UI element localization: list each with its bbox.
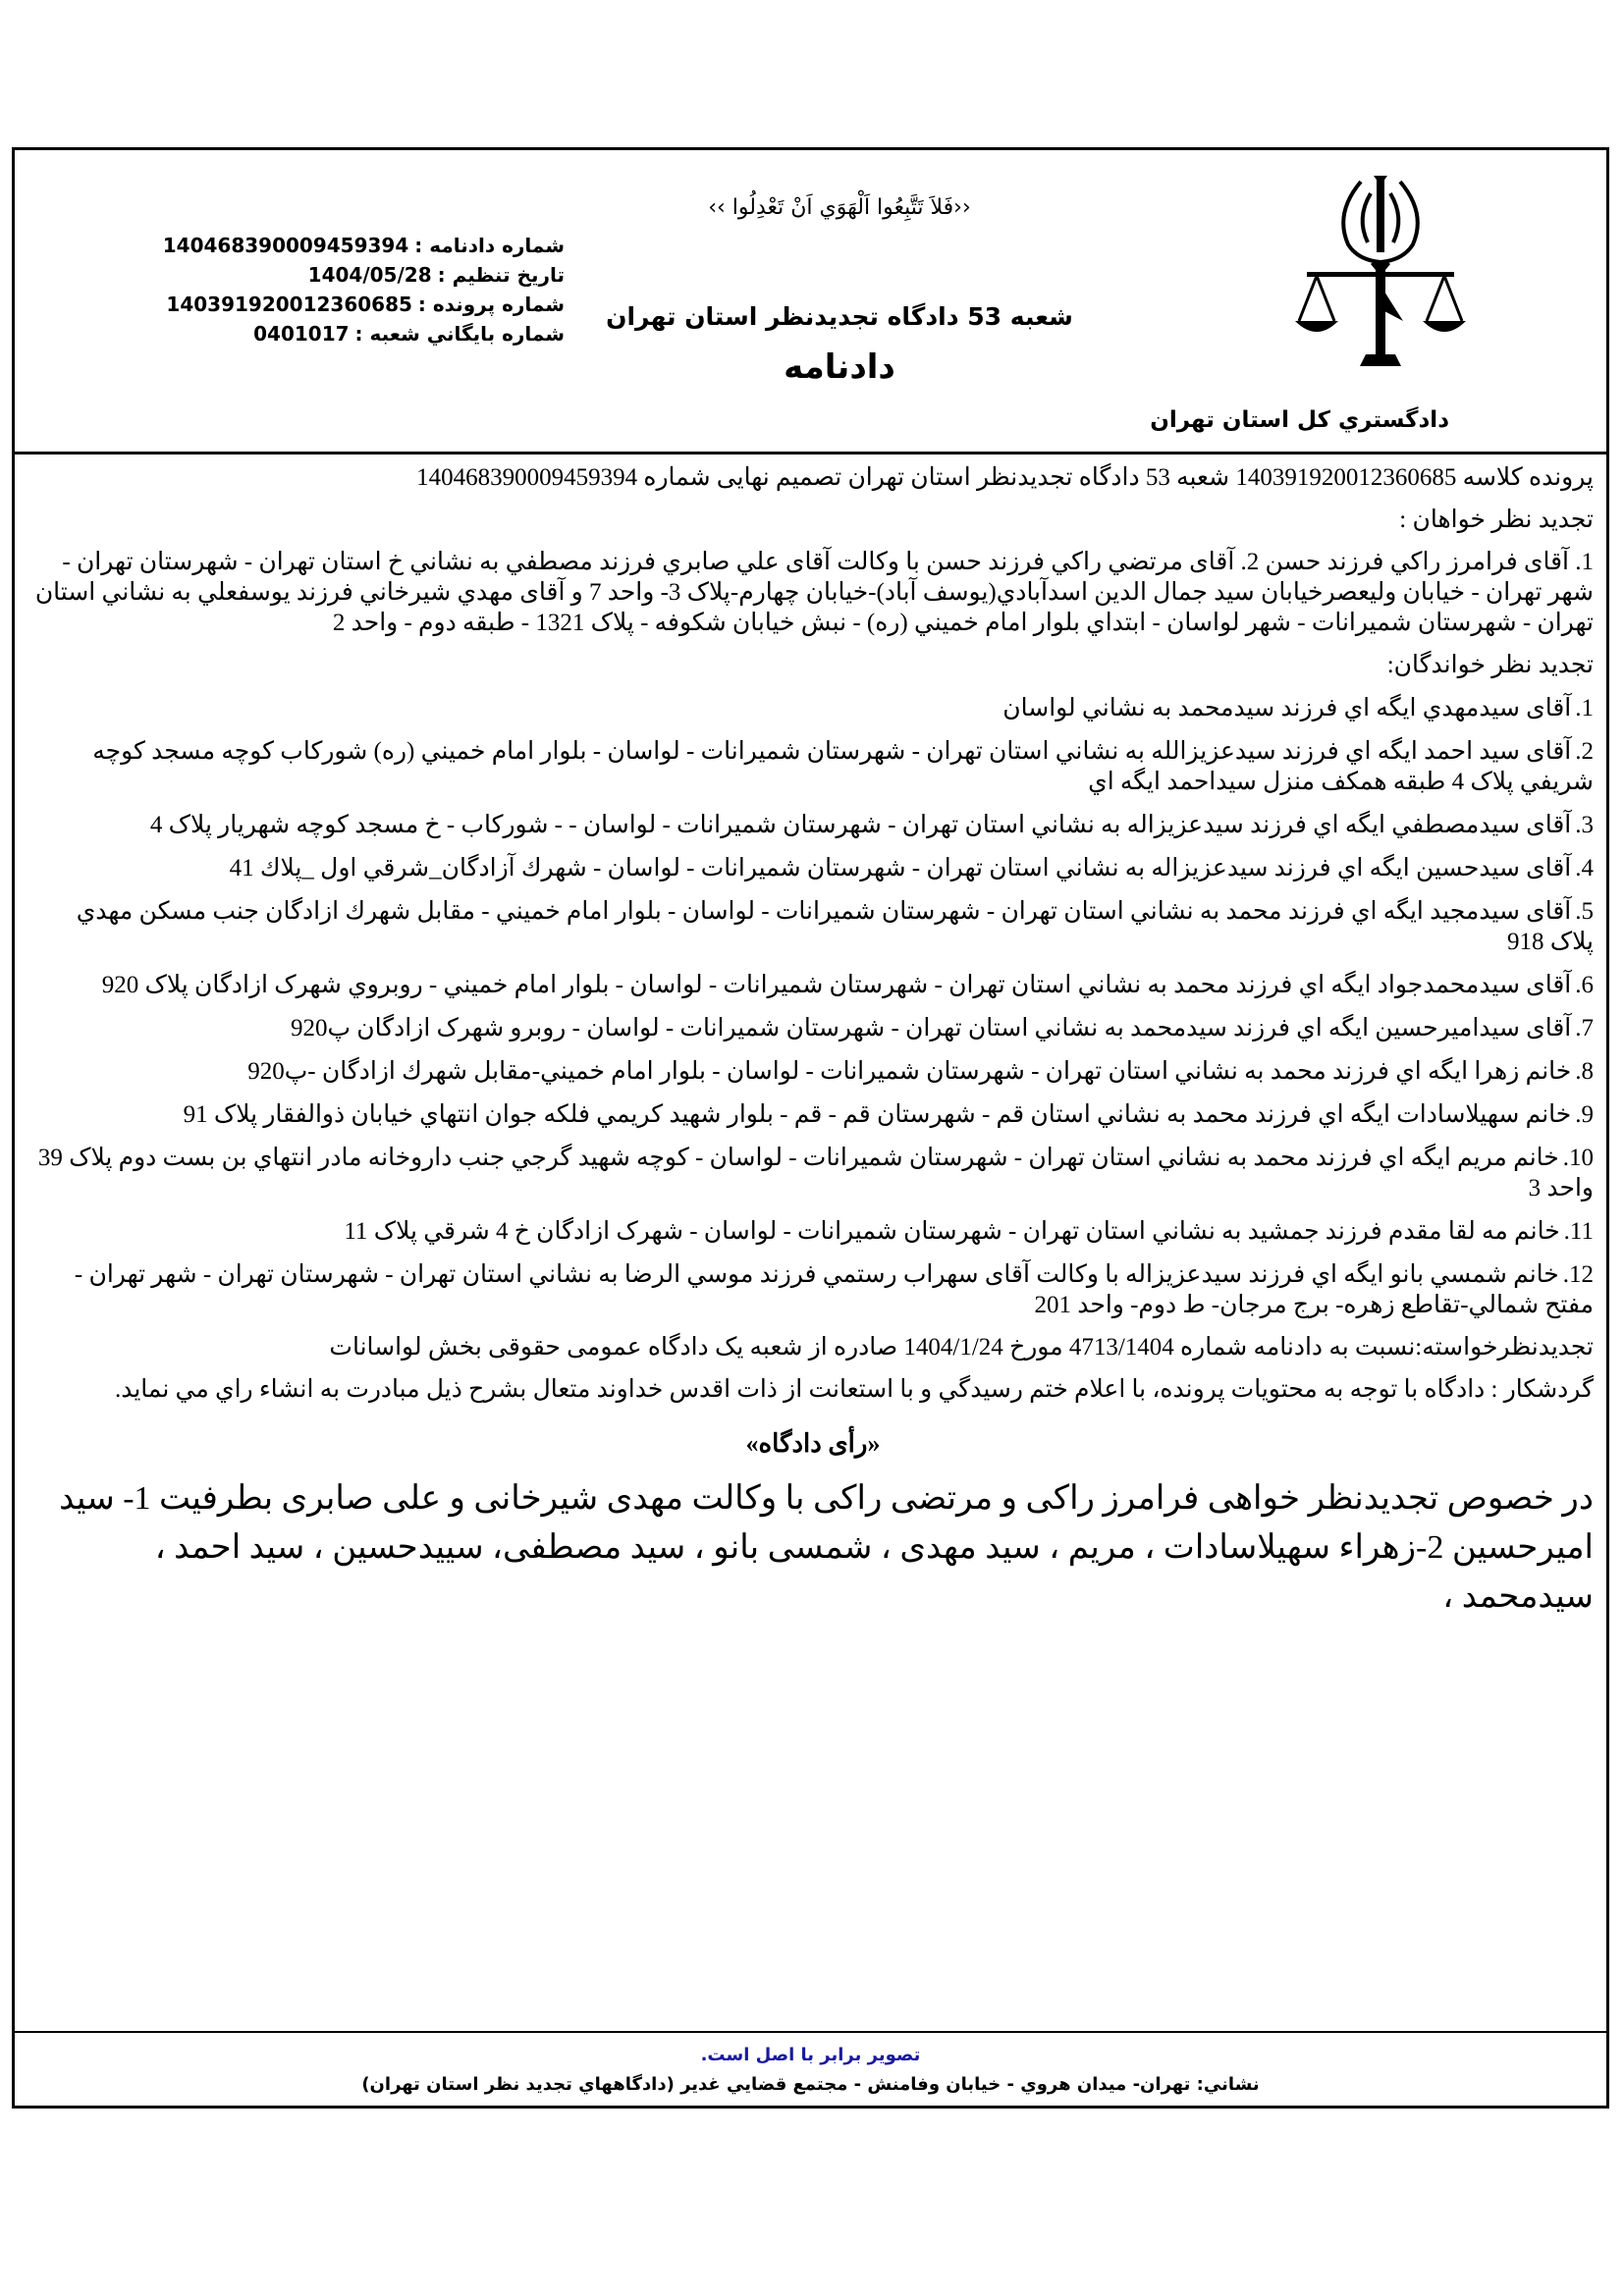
list-item (32, 736, 1594, 797)
quran-verse: ‹‹فَلاَ تَتَّبِعُوا اَلْهَوَي اَنْ تَعْدِلُوا ›› (708, 195, 971, 220)
list-item-number: 6. (1575, 972, 1594, 998)
meta-issue-date (152, 260, 565, 290)
meta-value: 140391920012360685 (166, 293, 412, 316)
list-item-text: آقای سيدمهدي ايگه اي فرزند سيدمحمد به نشاني لواسان (1002, 695, 1572, 721)
meta-value: 140468390009459394 (162, 234, 409, 257)
list-item-number: 4. (1575, 855, 1594, 881)
list-item (32, 1013, 1594, 1043)
verdict-heading: «رأی دادگاه» (745, 1429, 881, 1458)
appellants-text: 1. آقای فرامرز راکي فرزند حسن 2. آقای مرتضي راکي فرزند حسن با وکالت آقای علي صابري فرزند مصطفي به نشاني خ استان تهران - شهرستان تهران - شهر تهران - خيابان وليعصرخيابان سيد جمال الدين اسدآبادي(يوسف آباد)-خيابان چهارم-پلاک 3- واحد 7 و آقای مهدي شيرخاني فرزند يوسفعلي به نشاني استان تهران - شهرستان شميرانات - شهر لواسان - ابتداي بلوار امام خميني (ره) - نبش خيابان شکوفه - پلاک 1321 - طبقه دوم - واحد 2 (34, 549, 1594, 636)
appellants-heading: تجدید نظر خواهان : (1399, 507, 1594, 533)
meta-label: شماره پرونده : (417, 293, 565, 316)
list-item-number: 8. (1575, 1058, 1594, 1085)
list-item (32, 1216, 1594, 1247)
list-item (32, 853, 1594, 883)
proceedings-text: گردشکار : دادگاه با توجه به محتويات پرونده، با اعلام ختم رسيدگي و با استعانت از ذات اقدس خداوند متعال بشرح ذيل مبادرت به انشاء راي مي نمايد. (114, 1376, 1594, 1403)
list-item (32, 1099, 1594, 1130)
list-item-text: آقای سيدحسين ايگه اي فرزند سيدعزيزاله به نشاني استان تهران - شهرستان شميرانات - لواسان - شهرك آزادگان_شرقي اول _پلاك 41 (229, 855, 1572, 881)
list-item-number: 12. (1562, 1261, 1594, 1288)
list-item-number: 11. (1563, 1218, 1594, 1245)
document-meta (152, 231, 565, 348)
meta-label: شماره بايگاني شعبه : (354, 322, 565, 346)
document-title: دادنامه (784, 347, 895, 387)
list-item-text: آقای سيدمحمدجواد ايگه اي فرزند محمد به نشاني استان تهران - شهرستان شميرانات - لواسان - بلوار امام خميني - روبروي شهرک ازادگان پلاک 920 (101, 972, 1572, 998)
list-item (32, 810, 1594, 840)
court-address: نشاني: تهران- ميدان هروي - خيابان وفامنش - مجتمع قضايي غدير (دادگاههاي تجديد نظر استان تهران) (361, 2074, 1260, 2095)
document-footer (15, 2031, 1606, 2106)
list-item-text: خانم مه لقا مقدم فرزند جمشيد به نشاني استان تهران - شهرستان شميرانات - لواسان - شهرک ازادگان خ 4 شرقي پلاک 11 (344, 1218, 1560, 1245)
meta-label: شماره دادنامه : (414, 234, 565, 257)
list-item (32, 693, 1594, 723)
list-item-text: آقای سيدمصطفي ايگه اي فرزند سيدعزيزاله به نشاني استان تهران - شهرستان شميرانات - لواسان - - شورکاب - خ مسجد کوچه شهريار پلاک 4 (149, 812, 1572, 838)
meta-verdict-number (152, 231, 565, 260)
verdict-text: در خصوص تجدیدنظر خواهی فرامرز راکی و مرتضی راکی با وکالت مهدی شیرخانی و علی صابری بطرفیت 1- سید امیرحسین 2-زهراء سهیلاسادات ، مریم ، سید مهدی ، شمسی بانو ، سید مصطفی، سییدحسین ، سید احمد ، سیدمحمد ، (59, 1480, 1594, 1615)
list-item (32, 970, 1594, 1000)
list-item-number: 10. (1562, 1145, 1594, 1171)
list-item-text: خانم زهرا ايگه اي فرزند محمد به نشاني استان تهران - شهرستان شميرانات - لواسان - بلوار امام خميني-مقابل شهرك ازادگان -پ920 (247, 1058, 1572, 1085)
list-item-number: 1. (1575, 695, 1594, 721)
meta-label: تاريخ تنظيم : (437, 263, 565, 287)
meta-archive-number (152, 319, 565, 348)
list-item-text: آقای سيد احمد ايگه اي فرزند سيدعزيزالله به نشاني استان تهران - شهرستان شميرانات - لواسان - بلوار امام خميني (ره) شورکاب کوچه مسجد کوچه شريفي پلاک 4 طبقه همکف منزل سيداحمد ايگه اي (92, 738, 1594, 795)
document-frame (12, 147, 1609, 2109)
list-item-number: 9. (1575, 1101, 1594, 1128)
meta-file-number (152, 290, 565, 319)
list-item-number: 2. (1575, 738, 1594, 765)
list-item-number: 5. (1575, 898, 1594, 925)
document-body (32, 462, 1594, 1622)
list-item (32, 1259, 1594, 1320)
certified-copy-note: تصوير برابر با اصل است. (700, 2045, 921, 2065)
organization-title: دادگستري کل استان تهران (1150, 407, 1449, 433)
list-item-text: خانم مريم ايگه اي فرزند محمد به نشاني استان تهران - شهرستان شميرانات - لواسان - کوچه شهيد گرجي جنب داروخانه مادر انتهاي بن بست دوم پلاک 39 واحد 3 (37, 1145, 1594, 1201)
document-header (15, 150, 1606, 454)
file-reference-line: پرونده کلاسه 140391920012360685 شعبه 53 دادگاه تجدیدنظر استان تهران تصمیم نهایی شماره 140468390009459394 (416, 464, 1594, 491)
list-item-number: 3. (1575, 812, 1594, 838)
list-item (32, 896, 1594, 957)
list-item-text: آقای سيدمجيد ايگه اي فرزند محمد به نشاني استان تهران - شهرستان شميرانات - لواسان - بلوار امام خميني - مقابل شهرك ازادگان جنب مسکن مهدي پلاک 918 (76, 898, 1594, 955)
court-branch: شعبه 53 دادگاه تجدیدنظر استان تهران (606, 302, 1073, 331)
meta-value: 0401017 (253, 322, 350, 346)
list-item-text: خانم سهيلاسادات ايگه اي فرزند محمد به نشاني استان قم - شهرستان قم - قم - بلوار شهيد کريمي فلکه جوان انتهاي خيابان ذوالفقار پلاک 91 (183, 1101, 1572, 1128)
list-item (32, 1143, 1594, 1203)
respondents-heading: تجدید نظر خواندگان: (1386, 652, 1594, 678)
respondents-list (32, 693, 1594, 1320)
meta-value: 1404/05/28 (307, 263, 432, 287)
list-item (32, 1056, 1594, 1087)
list-item-text: خانم شمسي بانو ايگه اي فرزند سيدعزيزاله با وکالت آقای سهراب رستمي فرزند موسي الرضا به نشاني استان تهران - شهرستان تهران - شهر تهران - مفتح شمالي-تقاطع زهره- برج مرجان- ط دوم- واحد 201 (74, 1261, 1594, 1318)
appeal-subject: تجدیدنظرخواسته:نسبت به دادنامه شماره 4713/1404 مورخ 1404/1/24 صادره از شعبه یک دادگاه عمومی حقوقی بخش لواسانات (329, 1334, 1594, 1361)
justice-scales-emblem-icon (1287, 174, 1474, 370)
list-item-text: آقای سيداميرحسين ايگه اي فرزند سيدمحمد به نشاني استان تهران - شهرستان شميرانات - لواسان - روبرو شهرک ازادگان پ920 (291, 1015, 1572, 1041)
list-item-number: 7. (1575, 1015, 1594, 1041)
